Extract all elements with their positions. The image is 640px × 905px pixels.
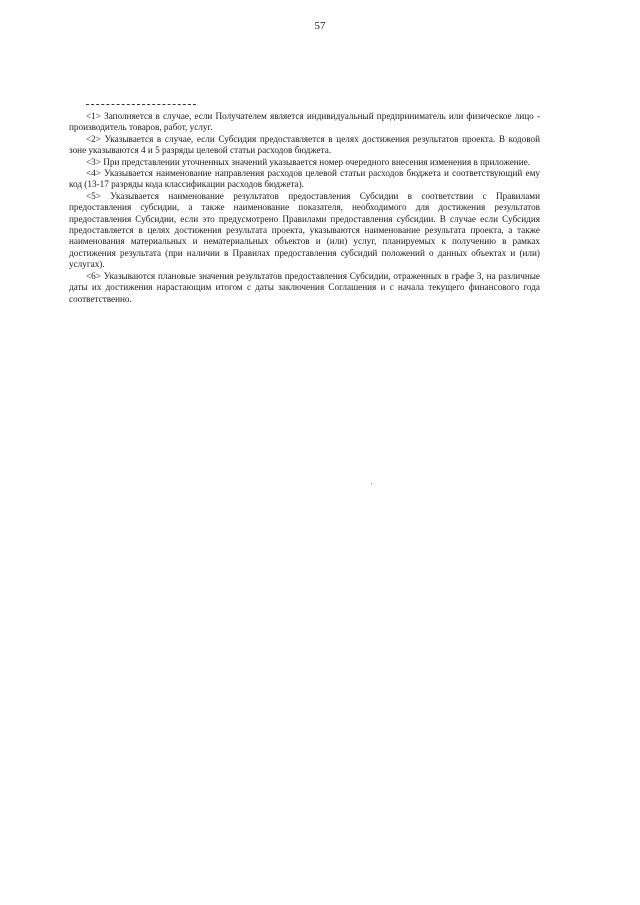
footnote-2: <2> Указывается в случае, если Субсидия предоставляется в целях достижения результатов проекта. В кодовой зоне указываются 4 и 5 разряды целевой статьи расходов бюджета. [69,133,540,156]
footnote-1: <1> Заполняется в случае, если Получателем является индивидуальный предприниматель или физическое лицо - производитель товаров, работ, услуг. [69,111,540,133]
footnote-3: <3> При представлении уточненных значений указывается номер очередного внесения изменения в приложение. [86,156,531,167]
footnotes-section [69,111,540,305]
footnote-separator [86,104,196,105]
page-number: 57 [314,20,326,32]
footnote-6: <6> Указываются плановые значения результатов предоставления Субсидии, отраженных в графе 3, на различные даты их достижения нарастающим итогом с даты заключения Соглашения и с начала текущего финансового года соответственно. [69,270,540,304]
footnote-4: <4> Указывается наименование направления расходов целевой статьи расходов бюджета и соответствующий ему код (13-17 разряды кода классификации расходов бюджета). [69,168,540,190]
scan-speck [371,483,372,484]
footnote-5: <5> Указывается наименование результатов предоставления Субсидии в соответствии с Правилами предоставления субсидии, а также наименование показателя, необходимого для достижения результатов предоставления Субсидии, если это предусмотрено Правилами предоставления субсидии. В случае если Субсидия предоставляется в целях достижения результата проекта, указываются наименование результата проекта, а также наименования материальных и нематериальных объектов и (или) услуг, планируемых к получению в рамках достижения результата (при наличии в Правилах предоставления субсидий положений о данных объектах и (или) услугах). [69,190,540,270]
